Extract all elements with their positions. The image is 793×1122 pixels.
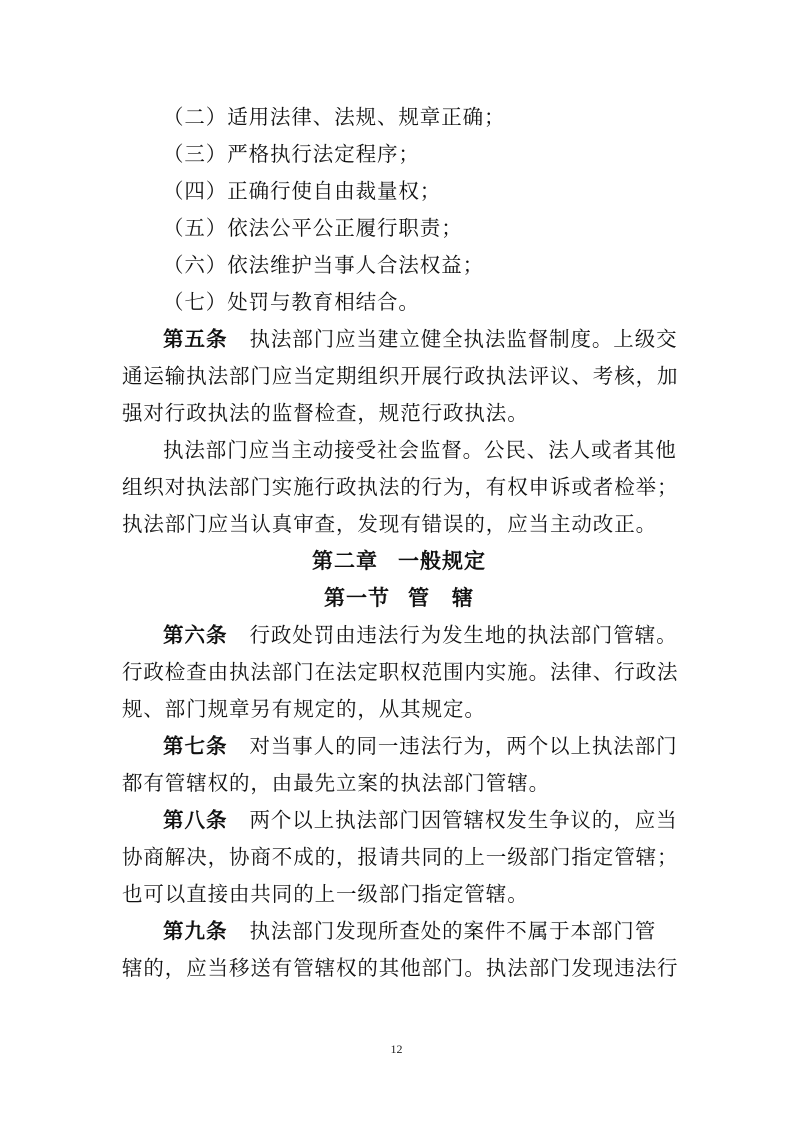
section-heading: [122, 580, 676, 617]
article-7-text: 对当事人的同一违法行为，两个以上执法部门: [249, 734, 678, 758]
article-8-line: [122, 802, 676, 839]
article-6-line: 行政检查由执法部门在法定职权范围内实施。法律、行政法: [122, 660, 679, 684]
article-8-title: 第八条: [163, 808, 228, 832]
page-body: [122, 99, 679, 987]
article-7-line: 都有管辖权的，由最先立案的执法部门管辖。: [122, 771, 550, 795]
chapter-title: 一般规定: [398, 549, 486, 573]
article-8-line: 协商解决，协商不成的，报请共同的上一级部门指定管辖；: [122, 845, 679, 869]
list-item: （三）严格执行法定程序；: [163, 142, 420, 166]
article-6-title: 第六条: [163, 623, 228, 647]
article-9-line: 辖的，应当移送有管辖权的其他部门。执法部门发现违法行: [122, 956, 679, 980]
article-5-paragraph-2: 执法部门应当认真审查，发现有错误的，应当主动改正。: [122, 512, 657, 536]
list-item: （四）正确行使自由裁量权；: [163, 179, 442, 203]
article-5-text: 执法部门应当建立健全执法监督制度。上级交: [249, 327, 678, 351]
list-item: （七）处罚与教育相结合。: [163, 290, 420, 314]
article-9-text: 执法部门发现所查处的案件不属于本部门管: [249, 919, 657, 943]
article-6-line: 规、部门规章另有规定的，从其规定。: [122, 697, 486, 721]
page-number: 12: [390, 1042, 403, 1056]
article-5-line: 强对行政执法的监督检查，规范行政执法。: [122, 401, 529, 425]
list-item: （六）依法维护当事人合法权益；: [163, 253, 484, 277]
chapter-number: 第二章: [312, 549, 378, 573]
article-5-title: 第五条: [163, 327, 228, 351]
article-7-title: 第七条: [163, 734, 228, 758]
section-number: 第一节: [324, 586, 390, 610]
list-item: （二）适用法律、法规、规章正确；: [163, 105, 506, 129]
article-8-line: 也可以直接由共同的上一级部门指定管辖。: [122, 882, 529, 906]
list-item: （五）依法公平公正履行职责；: [163, 216, 463, 240]
section-title: 管 辖: [408, 586, 474, 610]
article-5-paragraph-2: 执法部门应当主动接受社会监督。公民、法人或者其他: [163, 438, 677, 462]
article-9-title: 第九条: [163, 919, 228, 943]
chapter-heading: [122, 543, 676, 580]
article-6-text: 行政处罚由违法行为发生地的执法部门管辖。: [249, 623, 678, 647]
article-5-line: 通运输执法部门应当定期组织开展行政执法评议、考核，加: [122, 364, 679, 388]
article-5-line: [122, 321, 676, 358]
article-7-line: [122, 728, 676, 765]
article-8-text: 两个以上执法部门因管辖权发生争议的，应当: [249, 808, 678, 832]
article-5-paragraph-2: 组织对执法部门实施行政执法的行为，有权申诉或者检举；: [122, 475, 679, 499]
article-9-line: [122, 913, 676, 950]
article-6-line: [122, 617, 676, 654]
